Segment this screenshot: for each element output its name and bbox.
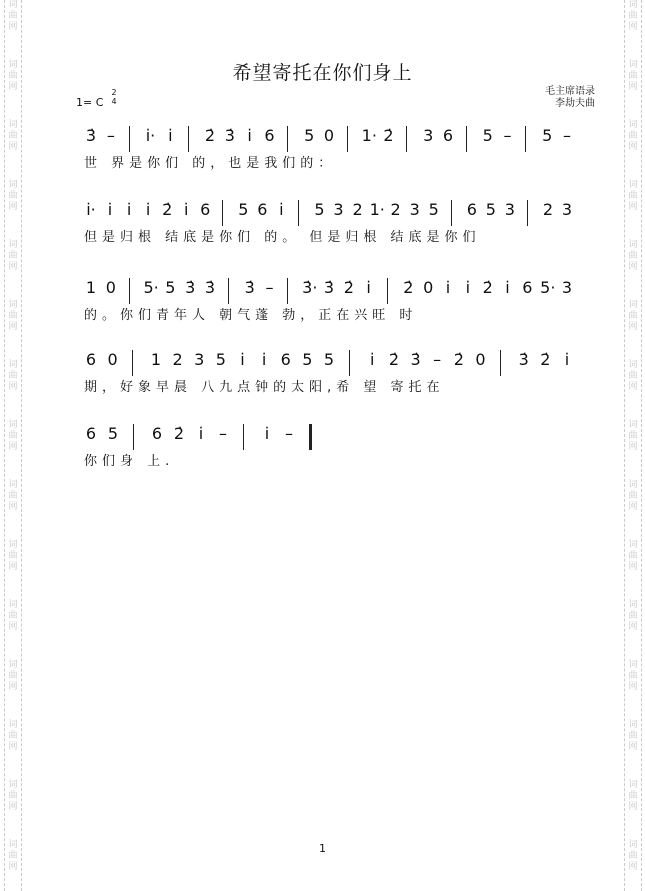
barline: [466, 126, 467, 152]
extension-dash: –: [503, 126, 512, 145]
meter-bottom: 4: [111, 97, 117, 106]
watermark-text: 词 曲 网: [628, 480, 638, 512]
watermark-text: 词 曲 网: [628, 240, 638, 272]
note: 2̇: [540, 350, 551, 369]
note: 5: [542, 126, 553, 145]
note: 3̇: [204, 278, 216, 297]
note: 5: [482, 126, 493, 145]
note: i̇: [240, 350, 245, 369]
final-barline: [309, 424, 312, 450]
barline: [527, 200, 528, 226]
note: 6: [264, 126, 275, 145]
score-line: [0, 200, 645, 270]
song-title: 希望寄托在你们身上: [232, 62, 413, 84]
note: 3: [333, 200, 344, 219]
watermark-text: 词 曲 网: [8, 600, 18, 632]
barline: [349, 350, 350, 376]
note: 0: [475, 350, 486, 369]
watermark-text: 词 曲 网: [628, 600, 638, 632]
barline: [500, 350, 501, 376]
note: 1: [85, 278, 97, 297]
score-line: [0, 126, 645, 196]
watermark-text: 词 曲 网: [8, 180, 18, 212]
score-line: [0, 424, 645, 494]
watermark-text: 词 曲 网: [8, 300, 18, 332]
note: i̇: [145, 200, 151, 219]
watermark-text: 词 曲 网: [628, 180, 638, 212]
watermark-text: 词 曲 网: [8, 420, 18, 452]
note: 2̇: [173, 424, 185, 443]
note: 2̇: [388, 350, 399, 369]
lyric-line: 期，好象早晨 八九点钟的太阳,希 望 寄托在: [84, 380, 445, 395]
note: 5: [238, 200, 249, 219]
note: 1: [150, 350, 161, 369]
note: 3̇: [410, 350, 421, 369]
watermark-text: 词 曲 网: [8, 660, 18, 692]
note: 2̇: [482, 278, 493, 297]
extension-dash: –: [265, 278, 274, 297]
note: i̇: [107, 200, 113, 219]
note: 6: [280, 350, 291, 369]
note: 2̇: [453, 350, 464, 369]
note: i̇: [261, 350, 267, 369]
composer-credit: 李劫夫曲: [555, 98, 595, 109]
note: 6: [200, 200, 211, 219]
note: 3̇: [323, 278, 335, 297]
barline: [129, 126, 130, 152]
watermark-text: 词 曲 网: [628, 540, 638, 572]
note: 6: [257, 200, 268, 219]
watermark-text: 词 曲 网: [628, 300, 638, 332]
note: 3: [409, 200, 420, 219]
watermark-text: 词 曲 网: [628, 720, 638, 752]
note: 3̇·: [302, 278, 318, 297]
barline: [347, 126, 348, 152]
barline: [287, 278, 288, 304]
lyric-line: 世 界是你们 的，也是我们的：: [84, 156, 337, 171]
score-line: [0, 350, 645, 420]
note: 5: [428, 200, 439, 219]
watermark-text: 词 曲 网: [628, 780, 638, 812]
watermark-text: 词 曲 网: [8, 780, 18, 812]
note: i̇: [264, 424, 270, 443]
credits: [505, 86, 595, 110]
note: 2: [542, 200, 554, 219]
note: 2: [352, 200, 363, 219]
page-number: 1: [319, 842, 326, 855]
barline: [188, 126, 189, 152]
watermark-text: 词 曲 网: [8, 540, 18, 572]
note: 3̇: [185, 278, 196, 297]
lyric-line: 的。你们青年人 朝气蓬 勃，正在兴旺 时: [84, 308, 418, 323]
watermark-text: 词 曲 网: [8, 720, 18, 752]
lyric-line: 但是归根 结底是你们 的。 但是归根 结底是你们: [84, 230, 481, 245]
note: 6: [85, 424, 97, 443]
watermark-text: 词 曲 网: [628, 420, 638, 452]
note: i̇: [370, 350, 375, 369]
extension-dash: –: [433, 350, 442, 369]
note: 5: [302, 350, 313, 369]
note: i̇·: [86, 200, 96, 219]
note: 2̇: [162, 200, 173, 219]
barline: [129, 278, 130, 304]
note: 6: [466, 200, 477, 219]
note: 2̇: [403, 278, 414, 297]
barline: [406, 126, 407, 152]
note: 3: [423, 126, 434, 145]
note: 2: [390, 200, 401, 219]
note: i̇: [445, 278, 451, 297]
note: 3̇: [518, 350, 529, 369]
note: 5: [304, 126, 315, 145]
note: 3̇: [85, 126, 97, 145]
watermark-text: 词 曲 网: [8, 240, 18, 272]
watermark-text: 词 曲 网: [628, 660, 638, 692]
watermark-text: 词 曲 网: [628, 120, 638, 152]
note: 6: [522, 278, 533, 297]
watermark-text: 词 曲 网: [8, 360, 18, 392]
watermark-text: 词 曲 网: [8, 120, 18, 152]
note: 0: [323, 126, 335, 145]
note: i̇·: [145, 126, 156, 145]
note: 3: [194, 350, 205, 369]
barline: [222, 200, 223, 226]
barline: [228, 278, 229, 304]
barline: [387, 278, 388, 304]
note: 5·: [143, 278, 159, 297]
barline: [287, 126, 288, 152]
barline: [298, 200, 299, 226]
note: i̇: [126, 200, 132, 219]
key-signature: 1= C: [76, 96, 104, 109]
extension-dash: –: [285, 424, 293, 443]
note: 1·: [361, 126, 377, 145]
note: i̇: [198, 424, 204, 443]
note: i̇: [247, 126, 252, 145]
note: 2: [172, 350, 183, 369]
barline: [132, 350, 133, 376]
watermark-text: 词 曲 网: [628, 360, 638, 392]
extension-dash: –: [219, 424, 227, 443]
note: 5·: [540, 278, 556, 297]
note: i̇: [366, 278, 371, 297]
meter-top: 2: [111, 88, 117, 97]
score-line: [0, 278, 645, 348]
lyric-line: 你们身 上.: [84, 454, 175, 469]
note: 3̇: [224, 126, 235, 145]
note: 2̇: [383, 126, 394, 145]
note: 5: [107, 424, 119, 443]
note: 3: [504, 200, 515, 219]
note: 6: [151, 424, 163, 443]
watermark-text: 词 曲 网: [8, 480, 18, 512]
watermark-text: 词 曲 网: [8, 840, 18, 872]
note: 3̇: [244, 278, 255, 297]
time-signature: [110, 88, 118, 106]
note: 5: [314, 200, 325, 219]
note: 2̇: [204, 126, 216, 145]
watermark-text: 词 曲 网: [8, 60, 18, 92]
note: 0: [105, 278, 116, 297]
watermark-text: 词 曲 网: [628, 60, 638, 92]
watermark-text: 词 曲 网: [628, 0, 638, 32]
note: i̇: [465, 278, 471, 297]
lyricist-credit: 毛主席语录: [545, 86, 595, 97]
watermark-text: 词 曲 网: [8, 0, 18, 32]
note: 0: [107, 350, 118, 369]
note: i̇: [564, 350, 570, 369]
barline: [133, 424, 134, 450]
note: 5: [485, 200, 496, 219]
note: 0: [423, 278, 434, 297]
note: 2̇: [343, 278, 354, 297]
note: i̇: [279, 200, 284, 219]
note: 3: [561, 278, 573, 297]
barline: [451, 200, 452, 226]
note: 6: [442, 126, 454, 145]
note: 5: [215, 350, 226, 369]
note: i̇: [505, 278, 510, 297]
note: 3: [561, 200, 573, 219]
barline: [243, 424, 244, 450]
note: 5: [165, 278, 176, 297]
note: i̇: [168, 126, 173, 145]
note: 1·: [369, 200, 385, 219]
extension-dash: –: [563, 126, 571, 145]
note: i̇: [183, 200, 189, 219]
note: 6: [85, 350, 97, 369]
extension-dash: –: [106, 126, 115, 145]
watermark-text: 词 曲 网: [628, 840, 638, 872]
note: 5: [323, 350, 335, 369]
barline: [525, 126, 526, 152]
